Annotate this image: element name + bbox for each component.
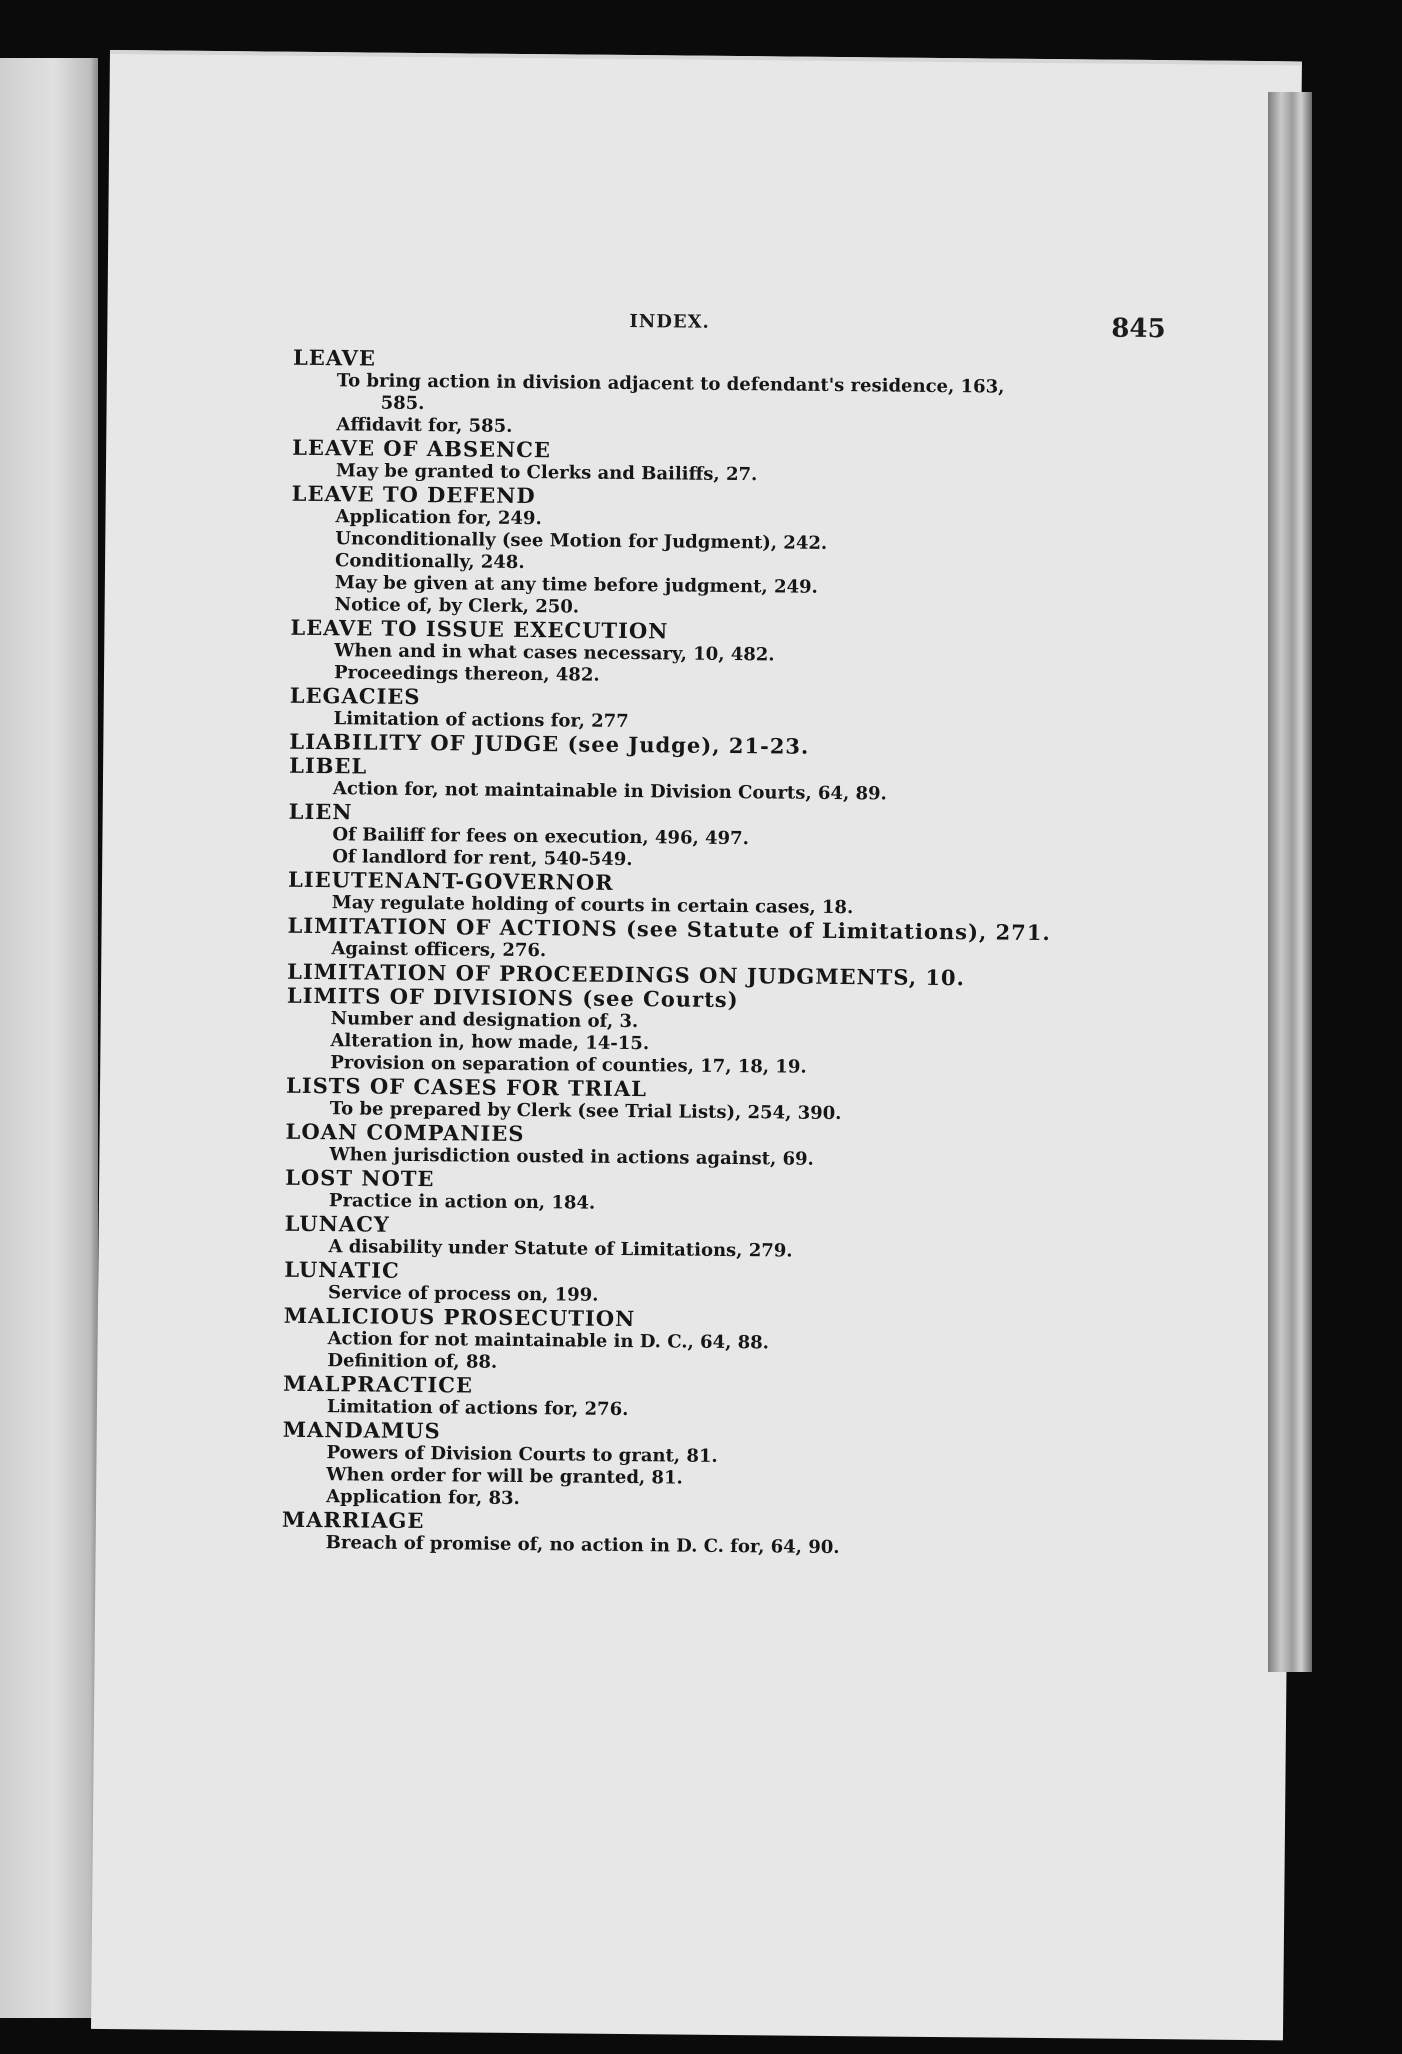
subheading-text: Notice of, by Clerk, 250.	[334, 594, 580, 618]
entry-heading: LIBEL	[289, 752, 368, 779]
entry-heading: LIMITATION OF ACTIONS (see Statute of Limitations), 271.	[287, 912, 1051, 946]
entry-heading: MARRIAGE	[281, 1506, 425, 1534]
subheading-text: When and in what cases necessary, 10, 482.	[334, 640, 775, 666]
subheading-text: To be prepared by Clerk (see Trial Lists), 254, 390.	[329, 1098, 842, 1125]
index-entries	[282, 346, 1174, 1562]
entry-heading: LOST NOTE	[285, 1164, 435, 1192]
subheading-text: Practice in action on, 184.	[328, 1190, 596, 1214]
entry-heading: LISTS OF CASES FOR TRIAL	[285, 1072, 648, 1102]
page-number: 845	[1111, 313, 1166, 345]
entry-heading: LEGACIES	[289, 682, 421, 710]
entry-heading: LEAVE	[292, 344, 377, 371]
subheading-text: Of Bailiff for fees on execution, 496, 497.	[332, 824, 749, 850]
facing-page-edge	[0, 58, 98, 2018]
index-entry	[292, 346, 1173, 444]
page-stack-edge	[1268, 92, 1312, 1672]
entry-heading: LEAVE TO ISSUE EXECUTION	[290, 614, 669, 644]
subheading-text: Application for, 83.	[326, 1486, 520, 1510]
subheading-text: Action for, not maintainable in Division Courts, 64, 89.	[332, 778, 887, 805]
subheading-text: Affidavit for, 585.	[336, 414, 513, 437]
index-entry	[288, 800, 1169, 876]
subheading-text: When order for will be granted, 81.	[326, 1464, 683, 1489]
subheading-text: Unconditionally (see Motion for Judgment), 242.	[335, 528, 828, 554]
book-page	[91, 50, 1302, 2040]
subheading-text: Service of process on, 199.	[327, 1282, 599, 1306]
entry-heading: LOAN COMPANIES	[285, 1118, 525, 1147]
entry-heading: MANDAMUS	[282, 1416, 441, 1444]
subheading-text: Proceedings thereon, 482.	[333, 662, 600, 686]
subheading-text: Alteration in, how made, 14-15.	[330, 1030, 650, 1055]
entry-heading: LIEUTENANT-GOVERNOR	[287, 866, 614, 895]
subheading-text: Conditionally, 248.	[335, 550, 525, 574]
subheading-text: Number and designation of, 3.	[330, 1008, 639, 1033]
subheading-text: Limitation of actions for, 277	[333, 708, 629, 733]
entry-heading: LIABILITY OF JUDGE (see Judge), 21-23.	[289, 728, 810, 759]
running-head-title: INDEX.	[629, 310, 710, 333]
subheading-text: Provision on separation of counties, 17, 18, 19.	[330, 1052, 807, 1078]
subheading-text: A disability under Statute of Limitations, 279.	[328, 1236, 793, 1262]
subheading-continuation: 585.	[380, 392, 425, 415]
entry-heading: LUNACY	[284, 1210, 390, 1237]
index-entry	[284, 1212, 1164, 1266]
subheading-text: May be granted to Clerks and Bailiffs, 27.	[335, 460, 758, 486]
subheading-text: Action for not maintainable in D. C., 64, 88.	[327, 1328, 770, 1354]
index-entry	[289, 754, 1169, 808]
entry-heading: MALPRACTICE	[283, 1370, 474, 1398]
subheading-text: Against officers, 276.	[331, 938, 547, 962]
entry-heading: LIMITS OF DIVISIONS (see Courts)	[286, 982, 739, 1013]
subheading-text: Application for, 249.	[335, 506, 542, 530]
subheading-text: May be given at any time before judgment, 249.	[334, 572, 818, 598]
entry-heading: LIMITATION OF PROCEEDINGS ON JUDGMENTS, 10.	[287, 958, 966, 991]
subheading-text: Powers of Division Courts to grant, 81.	[326, 1442, 718, 1467]
index-entry	[283, 1304, 1164, 1380]
index-entry	[282, 1418, 1163, 1516]
subheading-text: Limitation of actions for, 276.	[326, 1396, 629, 1421]
subheading-text: Definition of, 88.	[327, 1350, 498, 1373]
subheading-text: When jurisdiction ousted in actions against, 69.	[329, 1144, 814, 1170]
index-entry	[285, 1166, 1165, 1220]
index-entry	[291, 482, 1172, 624]
entry-heading: LIEN	[288, 798, 353, 825]
subheading-text: Of landlord for rent, 540-549.	[332, 846, 633, 871]
index-entry	[290, 616, 1171, 692]
entry-heading: LEAVE TO DEFEND	[291, 480, 536, 509]
entry-heading: LUNATIC	[284, 1256, 400, 1283]
index-entry	[286, 984, 1167, 1082]
subheading-text: Breach of promise of, no action in D. C. for, 64, 90.	[325, 1532, 840, 1559]
entry-heading: MALICIOUS PROSECUTION	[283, 1302, 636, 1332]
subheading-text: To bring action in division adjacent to defendant's residence, 163,	[336, 370, 1005, 398]
index-entry	[282, 1508, 1162, 1562]
entry-heading: LEAVE OF ABSENCE	[292, 434, 552, 463]
subheading-text: May regulate holding of courts in certain cases, 18.	[331, 892, 854, 919]
